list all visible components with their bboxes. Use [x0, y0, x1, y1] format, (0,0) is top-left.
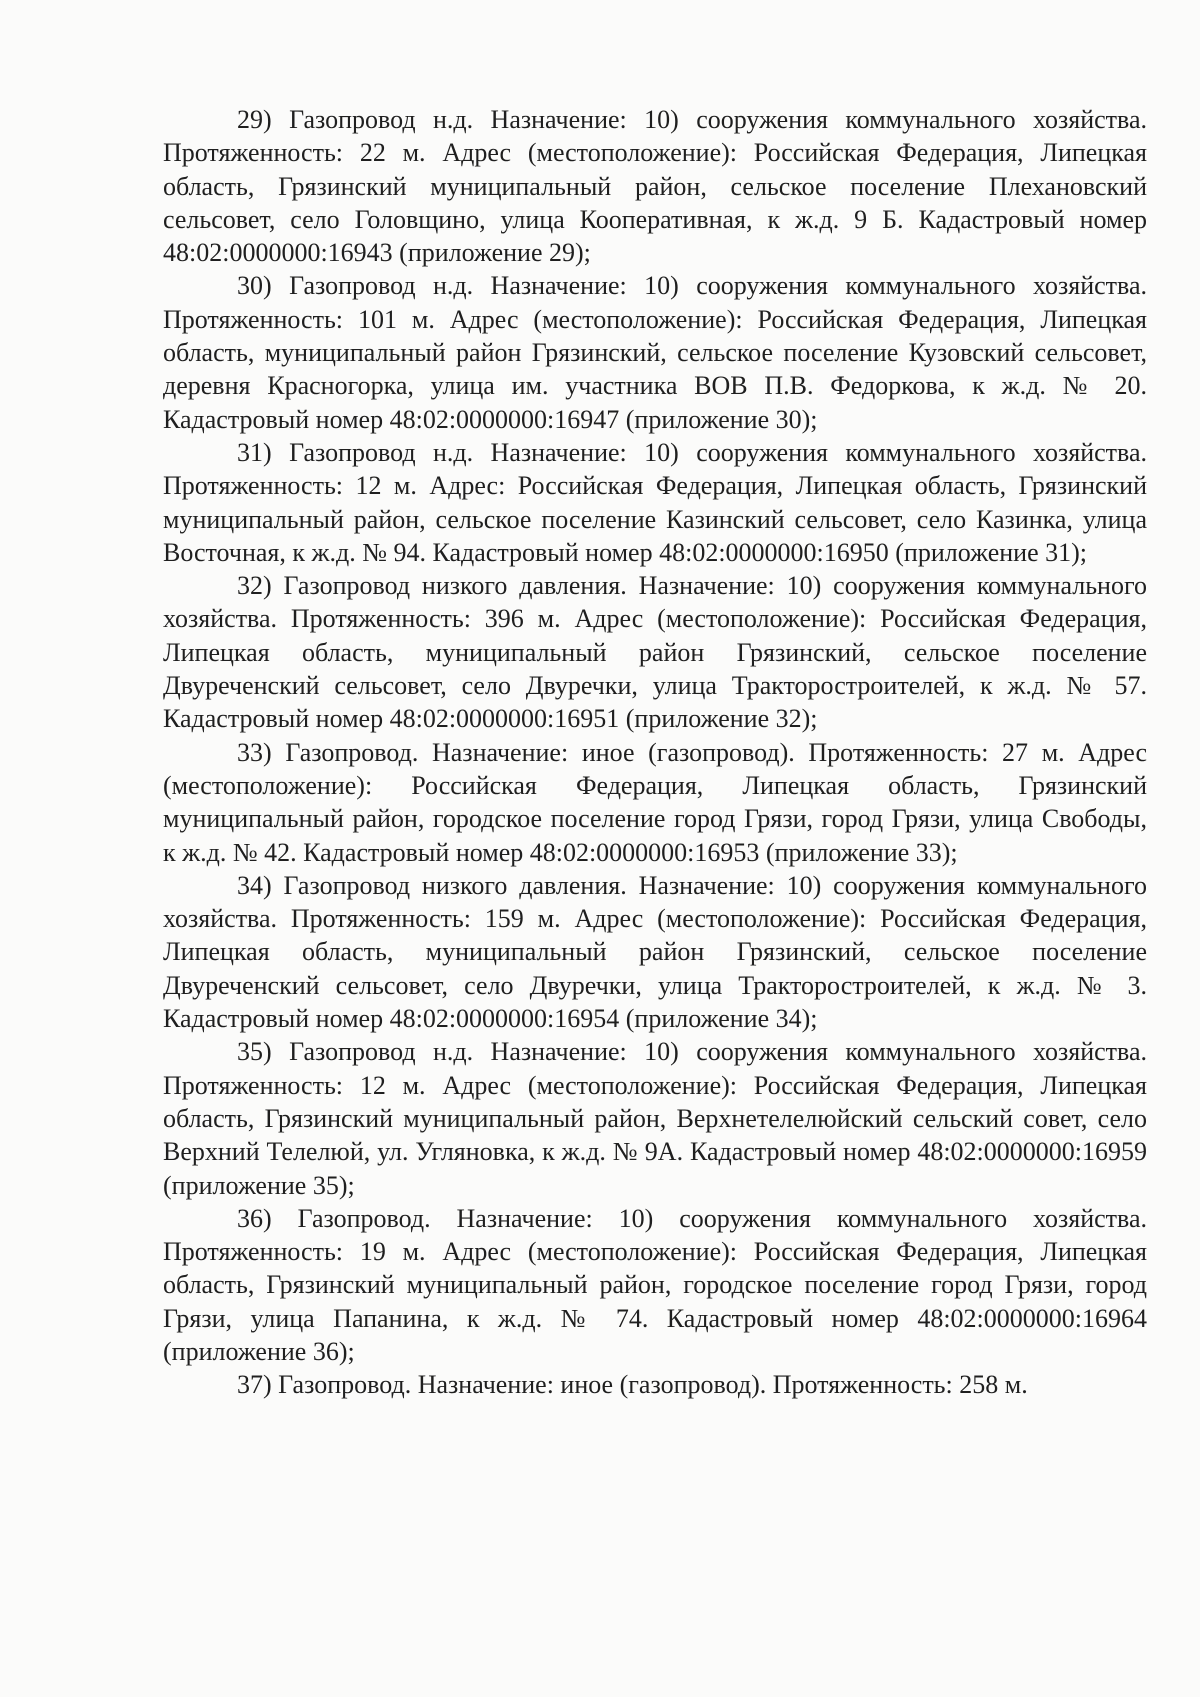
- list-item-33: [163, 736, 1147, 869]
- item-text: Газопровод н.д. Назначение: 10) сооружения коммунального хозяйства. Протяженность: 12 м. Адрес (местоположение): Российская Федерация, Липецкая область, Грязинский муниципальный район, Верхнетелелюйский сельский совет, село Верхний Телелюй, ул. Угляновка, к ж.д. № 9А. Кадастровый номер 48:02:0000000:16959 (приложение 35);: [163, 1037, 1148, 1200]
- item-text: Газопровод низкого давления. Назначение: 10) сооружения коммунального хозяйства. Протяженность: 396 м. Адрес (местоположение): Российская Федерация, Липецкая область, муниципальный район Грязинский, сельское поселение Двуреченский сельсовет, село Двуречки, улица Тракторостроителей, к ж.д. № 57. Кадастровый номер 48:02:0000000:16951 (приложение 32);: [163, 571, 1147, 734]
- item-number: 32): [237, 571, 272, 601]
- list-item-37: [163, 1368, 1147, 1401]
- list-item-35: [163, 1035, 1147, 1201]
- item-text: Газопровод низкого давления. Назначение: 10) сооружения коммунального хозяйства. Протяженность: 159 м. Адрес (местоположение): Российская Федерация, Липецкая область, муниципальный район Грязинский, сельское поселение Двуреченский сельсовет, село Двуречки, улица Тракторостроителей, к ж.д. № 3. Кадастровый номер 48:02:0000000:16954 (приложение 34);: [163, 870, 1147, 1034]
- item-text: Газопровод. Назначение: иное (газопровод). Протяженность: 27 м. Адрес (местоположение): Российская Федерация, Липецкая область, Грязинский муниципальный район, городское поселение город Грязи, город Грязи, улица Свободы, к ж.д. № 42. Кадастровый номер 48:02:0000000:16953 (приложение 33);: [163, 737, 1148, 867]
- list-item-29: [163, 103, 1147, 269]
- document-body: [163, 103, 1147, 1402]
- list-item-32: [163, 569, 1147, 735]
- item-number: 30): [237, 271, 272, 301]
- item-number: 33): [237, 737, 272, 767]
- item-number: 34): [237, 870, 272, 900]
- list-item-30: [163, 269, 1147, 435]
- item-text: Газопровод. Назначение: 10) сооружения коммунального хозяйства. Протяженность: 19 м. Адрес (местоположение): Российская Федерация, Липецкая область, Грязинский муниципальный район, городское поселение город Грязи, город Грязи, улица Папанина, к ж.д. № 74. Кадастровый номер 48:02:0000000:16964 (приложение 36);: [163, 1203, 1147, 1366]
- item-text: Газопровод н.д. Назначение: 10) сооружения коммунального хозяйства. Протяженность: 22 м. Адрес (местоположение): Российская Федерация, Липецкая область, Грязинский муниципальный район, сельское поселение Плехановский сельсовет, село Головщино, улица Кооперативная, к ж.д. 9 Б. Кадастровый номер 48:02:0000000:16943 (приложение 29);: [163, 105, 1148, 268]
- item-text: Газопровод н.д. Назначение: 10) сооружения коммунального хозяйства. Протяженность: 12 м. Адрес: Российская Федерация, Липецкая область, Грязинский муниципальный район, сельское поселение Казинский сельсовет, село Казинка, улица Восточная, к ж.д. № 94. Кадастровый номер 48:02:0000000:16950 (приложение 31);: [163, 437, 1148, 567]
- item-number: 36): [237, 1203, 272, 1233]
- item-number: 37): [237, 1370, 272, 1400]
- item-number: 31): [237, 437, 272, 467]
- item-text: Газопровод н.д. Назначение: 10) сооружения коммунального хозяйства. Протяженность: 101 м. Адрес (местоположение): Российская Федерация, Липецкая область, муниципальный район Грязинский, сельское поселение Кузовский сельсовет, деревня Красногорка, улица им. участника ВОВ П.В. Федоркова, к ж.д. № 20. Кадастровый номер 48:02:0000000:16947 (приложение 30);: [163, 271, 1148, 434]
- list-item-36: [163, 1202, 1147, 1368]
- item-text: Газопровод. Назначение: иное (газопровод). Протяженность: 258 м.: [278, 1370, 1028, 1400]
- list-item-34: [163, 869, 1147, 1035]
- item-number: 35): [237, 1037, 272, 1067]
- item-number: 29): [237, 105, 272, 134]
- list-item-31: [163, 436, 1147, 569]
